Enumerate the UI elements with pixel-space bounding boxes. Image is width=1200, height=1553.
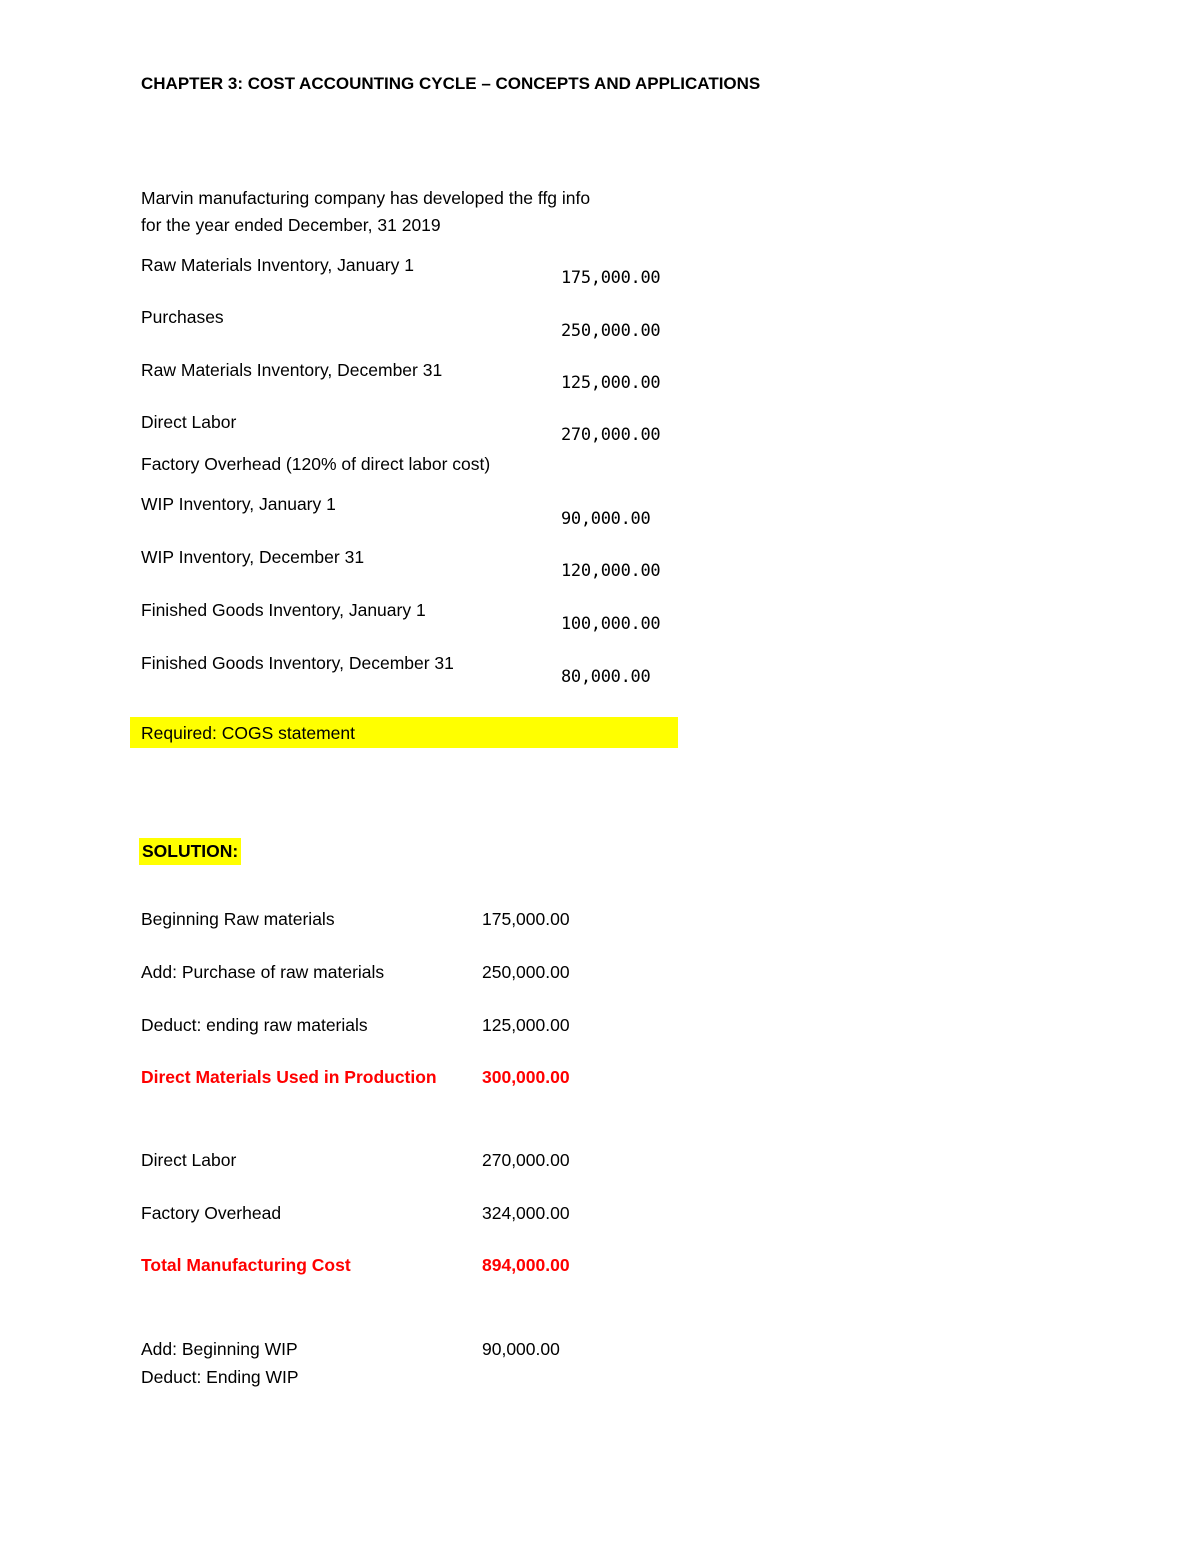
chapter-title: CHAPTER 3: COST ACCOUNTING CYCLE – CONCEPTS AND APPLICATIONS [141,74,761,93]
statement-value: 125,000.00 [482,1015,570,1035]
total-manufacturing-cost-value: 894,000.00 [482,1255,570,1275]
given-label: WIP Inventory, January 1 [141,494,336,514]
required-text: Required: COGS statement [141,723,355,743]
given-label: Finished Goods Inventory, December 31 [141,653,454,673]
direct-materials-value: 300,000.00 [482,1067,570,1087]
given-label: Raw Materials Inventory, January 1 [141,255,414,275]
given-value: 250,000.00 [561,321,661,341]
given-value: 80,000.00 [561,667,651,687]
given-value: 175,000.00 [561,268,661,288]
statement-label: Factory Overhead [141,1203,282,1223]
given-label: Factory Overhead (120% of direct labor cost) [141,454,491,474]
statement-label: Add: Purchase of raw materials [141,962,385,982]
given-label: Purchases [141,307,224,327]
direct-materials-label: Direct Materials Used in Production [141,1067,437,1087]
intro-line-1: Marvin manufacturing company has developed the ffg info [141,188,591,208]
statement-value: 90,000.00 [482,1339,560,1359]
given-value: 125,000.00 [561,373,661,393]
statement-value: 324,000.00 [482,1203,570,1223]
statement-value: 175,000.00 [482,909,570,929]
statement-label: Deduct: Ending WIP [141,1367,299,1387]
given-value: 90,000.00 [561,509,651,529]
statement-label: Beginning Raw materials [141,909,335,929]
statement-label: Deduct: ending raw materials [141,1015,368,1035]
given-label: Finished Goods Inventory, January 1 [141,600,426,620]
statement-value: 250,000.00 [482,962,570,982]
statement-label: Add: Beginning WIP [141,1339,298,1359]
solution-heading: SOLUTION: [139,838,241,865]
total-manufacturing-cost-label: Total Manufacturing Cost [141,1255,351,1275]
statement-value: 270,000.00 [482,1150,570,1170]
given-label: Direct Labor [141,412,237,432]
given-label: WIP Inventory, December 31 [141,547,365,567]
given-value: 270,000.00 [561,425,661,445]
given-value: 100,000.00 [561,614,661,634]
given-label: Raw Materials Inventory, December 31 [141,360,443,380]
intro-line-2: for the year ended December, 31 2019 [141,215,441,235]
statement-label: Direct Labor [141,1150,237,1170]
given-value: 120,000.00 [561,561,661,581]
